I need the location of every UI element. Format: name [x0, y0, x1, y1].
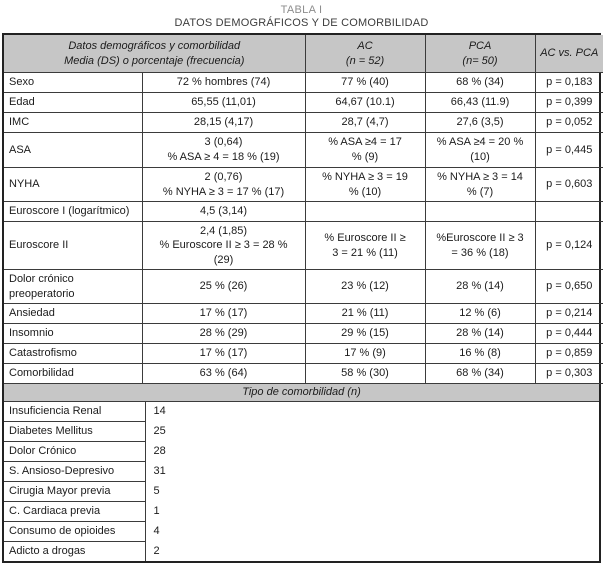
cell-media: 3 (0,64) % ASA ≥ 4 = 18 % (19) — [142, 133, 305, 168]
cell-media: 25 % (26) — [142, 270, 305, 304]
comorbidity-value: 25 — [153, 425, 166, 438]
cell-ac: % Euroscore II ≥ 3 = 21 % (11) — [305, 222, 425, 270]
cell-pca: 66,43 (11.9) — [425, 93, 535, 113]
table-number: TABLA I — [280, 4, 323, 16]
header-ac: AC (n = 52) — [305, 35, 425, 73]
cell-media: 17 % (17) — [142, 304, 305, 324]
cell-p: p = 0,183 — [535, 73, 603, 93]
cell-pca — [425, 202, 535, 222]
cell-p: p = 0,859 — [535, 344, 603, 364]
cell-media: 28,15 (4,17) — [142, 113, 305, 133]
row-label: Ansiedad — [4, 304, 142, 324]
comorbidity-value: 5 — [153, 485, 160, 498]
cell-ac: 29 % (15) — [305, 324, 425, 344]
cell-p: p = 0,399 — [535, 93, 603, 113]
cell-pca: 27,6 (3,5) — [425, 113, 535, 133]
comorbidity-label: Insuficiencia Renal — [4, 402, 145, 422]
comorbidity-row — [4, 542, 599, 562]
cell-pca: 68 % (34) — [425, 73, 535, 93]
cell-p — [535, 202, 603, 222]
cell-p: p = 0,603 — [535, 168, 603, 202]
cell-p: p = 0,444 — [535, 324, 603, 344]
table-row-asa — [4, 133, 603, 168]
cell-ac: 21 % (11) — [305, 304, 425, 324]
table-row-ansiedad — [4, 304, 603, 324]
cell-pca: % NYHA ≥ 3 = 14 % (7) — [425, 168, 535, 202]
cell-ac: % ASA ≥4 = 17 % (9) — [305, 133, 425, 168]
comorbidity-label: Cirugia Mayor previa — [4, 482, 145, 502]
cell-media: 63 % (64) — [142, 364, 305, 384]
comorbidity-label: Dolor Crónico — [4, 442, 145, 462]
comorbidity-row — [4, 482, 599, 502]
comorbidity-value: 1 — [153, 505, 160, 518]
row-label: Edad — [4, 93, 142, 113]
table-row-comorbilidad — [4, 364, 603, 384]
cell-media: 2 (0,76) % NYHA ≥ 3 = 17 % (17) — [142, 168, 305, 202]
cell-media: 2,4 (1,85) % Euroscore II ≥ 3 = 28 % (29) — [142, 222, 305, 270]
comorbidity-row — [4, 462, 599, 482]
row-label: Insomnio — [4, 324, 142, 344]
table-row-insomnio — [4, 324, 603, 344]
comorbidity-label: Consumo de opioides — [4, 522, 145, 542]
cell-media: 17 % (17) — [142, 344, 305, 364]
comorbidity-label: C. Cardiaca previa — [4, 502, 145, 522]
comorbidity-table — [4, 402, 599, 561]
table-row-euroscore2 — [4, 222, 603, 270]
row-label: NYHA — [4, 168, 142, 202]
cell-media: 28 % (29) — [142, 324, 305, 344]
cell-ac — [305, 202, 425, 222]
row-label: Catastrofismo — [4, 344, 142, 364]
table-row-nyha — [4, 168, 603, 202]
comorbidity-value: 2 — [153, 544, 160, 557]
cell-pca: 68 % (34) — [425, 364, 535, 384]
row-label: Euroscore I (logarítmico) — [4, 202, 142, 222]
cell-ac: 23 % (12) — [305, 270, 425, 304]
cell-pca: 12 % (6) — [425, 304, 535, 324]
comorbidity-value: 28 — [153, 445, 166, 458]
comorbidity-value: 14 — [153, 405, 166, 418]
row-label: Dolor crónico preoperatorio — [4, 270, 142, 304]
comorbidity-row — [4, 502, 599, 522]
comorbidity-label: S. Ansioso-Depresivo — [4, 462, 145, 482]
table-caption — [0, 4, 603, 30]
cell-p: p = 0,124 — [535, 222, 603, 270]
cell-pca: 28 % (14) — [425, 270, 535, 304]
cell-ac: % NYHA ≥ 3 = 19 % (10) — [305, 168, 425, 202]
cell-ac: 17 % (9) — [305, 344, 425, 364]
row-label: Comorbilidad — [4, 364, 142, 384]
demographics-table — [2, 33, 601, 563]
cell-p: p = 0,650 — [535, 270, 603, 304]
cell-pca: 16 % (8) — [425, 344, 535, 364]
cell-p: p = 0,445 — [535, 133, 603, 168]
cell-pca: % ASA ≥4 = 20 % (10) — [425, 133, 535, 168]
table-row-edad — [4, 93, 603, 113]
cell-media: 72 % hombres (74) — [142, 73, 305, 93]
table-title: DATOS DEMOGRÁFICOS Y DE COMORBILIDAD — [174, 17, 429, 29]
comorbidity-value: 31 — [153, 465, 166, 478]
comorbidity-row — [4, 422, 599, 442]
table-row-imc — [4, 113, 603, 133]
cell-p: p = 0,214 — [535, 304, 603, 324]
comorbidity-label: Diabetes Mellitus — [4, 422, 145, 442]
cell-ac: 64,67 (10.1) — [305, 93, 425, 113]
cell-ac: 77 % (40) — [305, 73, 425, 93]
row-label: IMC — [4, 113, 142, 133]
cell-media: 65,55 (11,01) — [142, 93, 305, 113]
comorbidity-row — [4, 522, 599, 542]
cell-media: 4,5 (3,14) — [142, 202, 305, 222]
cell-p: p = 0,052 — [535, 113, 603, 133]
demographics-main-table — [4, 35, 603, 384]
comorbidity-label: Adicto a drogas — [4, 542, 145, 562]
table-row-catastrofismo — [4, 344, 603, 364]
cell-ac: 28,7 (4,7) — [305, 113, 425, 133]
cell-ac: 58 % (30) — [305, 364, 425, 384]
row-label: Sexo — [4, 73, 142, 93]
cell-p: p = 0,303 — [535, 364, 603, 384]
table-row-sexo — [4, 73, 603, 93]
comorbidity-row — [4, 402, 599, 422]
row-label: ASA — [4, 133, 142, 168]
row-label: Euroscore II — [4, 222, 142, 270]
comorbidity-section-header: Tipo de comorbilidad (n) — [4, 384, 599, 402]
header-p: AC vs. PCA — [535, 35, 603, 73]
cell-pca: %Euroscore II ≥ 3 = 36 % (18) — [425, 222, 535, 270]
table-row-dolor-cronico — [4, 270, 603, 304]
comorbidity-value: 4 — [153, 525, 160, 538]
table-row-euroscore1 — [4, 202, 603, 222]
header-main: Datos demográficos y comorbilidad Media (DS) o porcentaje (frecuencia) — [4, 35, 305, 73]
comorbidity-row — [4, 442, 599, 462]
cell-pca: 28 % (14) — [425, 324, 535, 344]
header-pca: PCA (n= 50) — [425, 35, 535, 73]
header-row — [4, 35, 603, 73]
